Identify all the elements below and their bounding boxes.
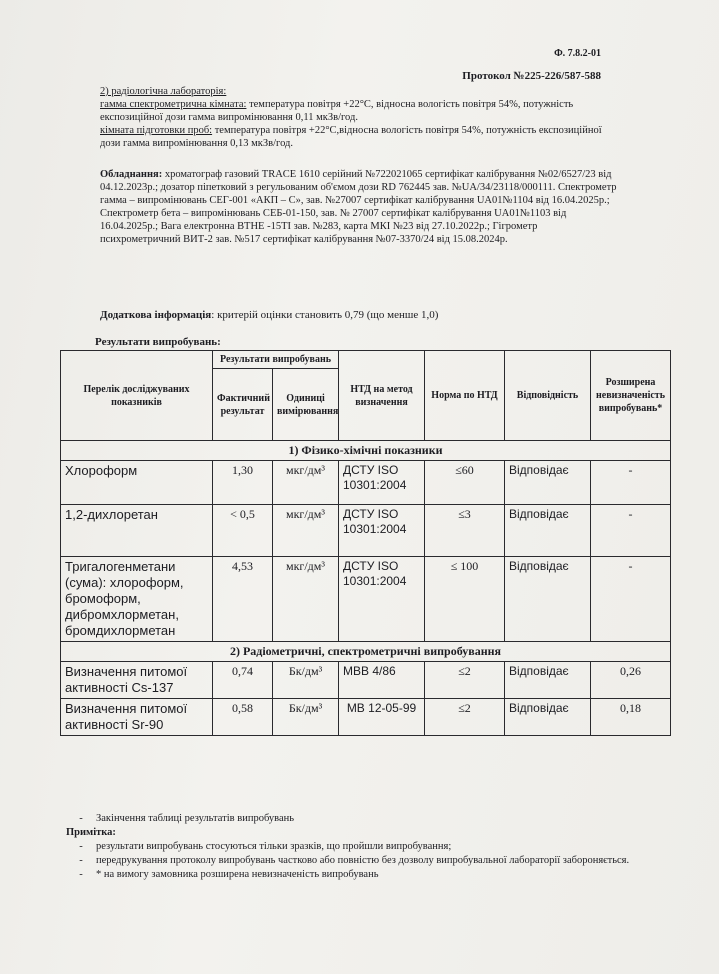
protocol-number: Протокол №225-226/587-588 — [462, 70, 601, 82]
indicator-name: Хлороформ — [61, 461, 213, 505]
ntd-method: ДСТУ ISO 10301:2004 — [339, 461, 425, 505]
note-text: * на вимогу замовника розширена невизначеність випробувань — [96, 869, 379, 880]
uncertainty: 0,26 — [591, 662, 671, 699]
norm: ≤2 — [425, 662, 505, 699]
unit: Бк/дм³ — [273, 662, 339, 699]
equipment-paragraph — [100, 168, 620, 246]
header-norm: Норма по НТД — [425, 351, 505, 441]
table-row — [61, 461, 671, 505]
header-results: Результати випробувань — [213, 351, 339, 369]
results-title: Результати випробувань: — [95, 336, 221, 348]
uncertainty: - — [591, 557, 671, 642]
actual-value: 0,58 — [213, 699, 273, 736]
indicator-name: Визначення питомої активності Sr-90 — [61, 699, 213, 736]
section-title: 1) Фізико-хімічні показники — [61, 441, 671, 461]
bullet: - — [79, 855, 83, 866]
gamma-room-label: гамма спектрометрична кімната: — [100, 99, 247, 110]
lab-conditions — [100, 85, 620, 150]
form-code: Ф. 7.8.2-01 — [554, 48, 601, 59]
unit: мкг/дм³ — [273, 461, 339, 505]
header-actual: Фактичний результат — [213, 369, 273, 441]
note-item — [66, 840, 666, 854]
actual-value: 0,74 — [213, 662, 273, 699]
unit: мкг/дм³ — [273, 557, 339, 642]
header-uncertainty: Розширена невизначеність випробувань* — [591, 351, 671, 441]
ntd-method: МВ 12-05-99 — [339, 699, 425, 736]
note-text: результати випробувань стосуються тільки зразків, що пройшли випробування; — [96, 841, 452, 852]
note-label: Примітка: — [66, 827, 116, 838]
additional-text: : критерій оцінки становить 0,79 (що менше 1,0) — [211, 309, 439, 321]
indicator-name: 1,2-дихлоретан — [61, 505, 213, 557]
compliance: Відповідає — [505, 699, 591, 736]
gamma-room-paragraph — [100, 98, 620, 124]
compliance: Відповідає — [505, 461, 591, 505]
table-header-row — [61, 351, 671, 369]
bullet: - — [79, 869, 83, 880]
note-item — [66, 868, 666, 882]
bullet: - — [79, 813, 83, 824]
uncertainty: - — [591, 461, 671, 505]
indicator-name: Тригалогенметани (сума): хлороформ, бромоформ, дибромхлорметан, бромдихлорметан — [61, 557, 213, 642]
header-units: Одиниці вимірювання — [273, 369, 339, 441]
section-row — [61, 642, 671, 662]
indicator-name: Визначення питомої активності Cs-137 — [61, 662, 213, 699]
table-row — [61, 557, 671, 642]
equipment-text: хроматограф газовий TRACE 1610 серійний №722021065 сертифікат калібрування №02/6527/23 від 04.12.2023р.; дозатор піпетковий з регульованим об'ємом дози RD 762445 зав. №UA/34/23118/000111. Спектрометр гамма – випромінювань СЕГ-001 «АКП – С», зав. №27007 сертифікат калібрування UA01№1104 від 16.04.2025р.; Спектрометр бета – випромінювань СЕБ-01-150, зав. № 27007 сертифікат калібрування UA01№1103 від 16.04.2025р.; Вага електронна ВТНЕ -15ТІ зав. №283, карта МКІ №23 від 27.10.2022р.; Гігрометр психрометричний ВИТ-2 зав. №517 сертифікат калібрування №07-3370/24 від 15.08.2024р. — [100, 169, 617, 245]
prep-room-text: температура повітря +22°С,відносна вологість повітря 54%, потужність експозиційної дози гамма випромінювання 0,13 мкЗв/год. — [100, 125, 602, 149]
table-row — [61, 662, 671, 699]
norm: ≤ 100 — [425, 557, 505, 642]
lab-heading: 2) радіологічна лабораторія: — [100, 86, 227, 97]
end-of-table-line — [66, 812, 666, 826]
uncertainty: 0,18 — [591, 699, 671, 736]
section-title: 2) Радіометричні, спектрометричні випробування — [61, 642, 671, 662]
additional-label: Додаткова інформація — [100, 309, 212, 321]
results-table — [60, 350, 671, 736]
actual-value: 1,30 — [213, 461, 273, 505]
ntd-method: МВВ 4/86 — [339, 662, 425, 699]
header-compliance: Відповідність — [505, 351, 591, 441]
uncertainty: - — [591, 505, 671, 557]
bullet: - — [79, 841, 83, 852]
end-of-table-text: Закінчення таблиці результатів випробувань — [96, 813, 295, 824]
compliance: Відповідає — [505, 505, 591, 557]
compliance: Відповідає — [505, 662, 591, 699]
norm: ≤2 — [425, 699, 505, 736]
prep-room-label: кімната підготовки проб: — [100, 125, 213, 136]
table-row — [61, 505, 671, 557]
table-row — [61, 699, 671, 736]
norm: ≤60 — [425, 461, 505, 505]
compliance: Відповідає — [505, 557, 591, 642]
footer-notes — [66, 812, 666, 882]
additional-info — [100, 309, 620, 322]
gamma-room-text: температура повітря +22°С, відносна вологість повітря 54%, потужність експозиційної дози гамма випромінювання 0,11 мкЗв/год. — [100, 99, 574, 123]
norm: ≤3 — [425, 505, 505, 557]
unit: мкг/дм³ — [273, 505, 339, 557]
unit: Бк/дм³ — [273, 699, 339, 736]
header-indicators: Перелік досліджуваних показників — [61, 351, 213, 441]
equipment-label: Обладнання: — [100, 169, 163, 180]
prep-room-paragraph — [100, 124, 620, 150]
actual-value: 4,53 — [213, 557, 273, 642]
note-text: передрукування протоколу випробувань частково або повністю без дозволу випробувальної лабораторії забороняється. — [96, 855, 630, 866]
header-ntd: НТД на метод визначення — [339, 351, 425, 441]
note-item — [66, 854, 666, 868]
ntd-method: ДСТУ ISO 10301:2004 — [339, 505, 425, 557]
actual-value: < 0,5 — [213, 505, 273, 557]
section-row — [61, 441, 671, 461]
ntd-method: ДСТУ ISO 10301:2004 — [339, 557, 425, 642]
